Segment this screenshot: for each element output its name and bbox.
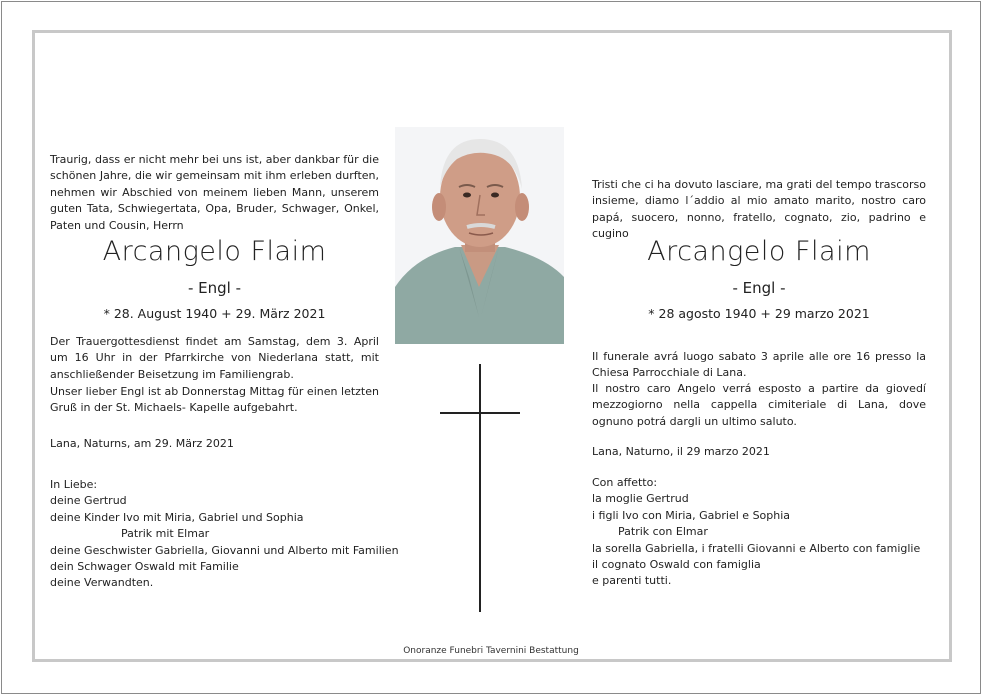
mourner-line: deine Kinder Ivo mit Miria, Gabriel und Sophia (50, 510, 304, 524)
intro-de: Traurig, dass er nicht mehr bei uns ist, aber dankbar für die schönen Jahre, die wir gemeinsam mit ihm erleben durften, nehmen wir Abschied von meinem lieben Mann, unserem guten Tata, Schwiegertata, Opa, Bruder, Schwager, Onkel, Paten und Cousin, Herrn (50, 153, 379, 232)
mourner-line: il cognato Oswald con famiglia (592, 558, 761, 572)
service-info-de: Der Trauergottesdienst findet am Samstag, dem 3. April um 16 Uhr in der Pfarrkirche von Niederlana statt, mit anschließender Beisetzung im Familiengrab. (50, 335, 379, 381)
place-date-de: Lana, Naturns, am 29. März 2021 (50, 437, 234, 450)
mourner-line: Patrik mit Elmar (121, 527, 210, 541)
intro-it: Tristi che ci ha dovuto lasciare, ma grati del tempo trascorso insieme, diamo l´addio al mio amato marito, nostro caro papá, suocero, nonno, fratello, cognato, zio, padrino e cugino (592, 178, 926, 241)
deceased-name-de: Arcangelo Flaim (102, 236, 327, 267)
viewing-info-it: Il nostro caro Angelo verrá esposto a partire da giovedí mezzogiorno nella cappella cimiteriale di Lana, dove ognuno potrá dargli un ultimo saluto. (592, 382, 926, 428)
mourners-it (592, 475, 932, 590)
mourner-line: Con affetto: (592, 476, 658, 489)
mourner-line: la moglie Gertrud (592, 492, 689, 506)
service-info-it: Il funerale avrá luogo sabato 3 aprile alle ore 16 presso la Chiesa Parrocchiale di Lana. (592, 350, 926, 380)
mourners-de (50, 477, 399, 592)
nickname-it: - Engl - (732, 279, 786, 297)
viewing-info-de: Unser lieber Engl ist ab Donnerstag Mittag für einen letzten Gruß in der St. Michaels- Kapelle aufgebahrt. (50, 385, 379, 415)
nickname-de: - Engl - (187, 279, 242, 297)
mourner-line: deine Gertrud (50, 494, 127, 508)
portrait-illustration (395, 127, 564, 344)
portrait-photo (395, 127, 564, 344)
cross-vertical-bar (479, 364, 481, 612)
mourner-line: In Liebe: (50, 478, 98, 491)
life-dates-de: * 28. August 1940 + 29. März 2021 (103, 306, 326, 321)
mourner-line: i figli Ivo con Miria, Gabriel e Sophia (592, 508, 791, 522)
mourner-line: Patrik con Elmar (618, 525, 708, 539)
mourner-line: dein Schwager Oswald mit Familie (50, 560, 239, 574)
life-dates-it: * 28 agosto 1940 + 29 marzo 2021 (648, 306, 870, 321)
mourner-line: deine Verwandten. (50, 576, 154, 590)
deceased-name-it: Arcangelo Flaim (647, 236, 871, 267)
cross-horizontal-bar (440, 412, 520, 414)
funeral-home-credit: Onoranze Funebri Tavernini Bestattung (403, 646, 579, 656)
mourner-line: deine Geschwister Gabriella, Giovanni und Alberto mit Familien (50, 543, 399, 557)
mourner-line: la sorella Gabriella, i fratelli Giovanni e Alberto con famiglie (592, 541, 921, 555)
place-date-it: Lana, Naturno, il 29 marzo 2021 (592, 445, 770, 458)
mourner-line: e parenti tutti. (592, 574, 672, 588)
